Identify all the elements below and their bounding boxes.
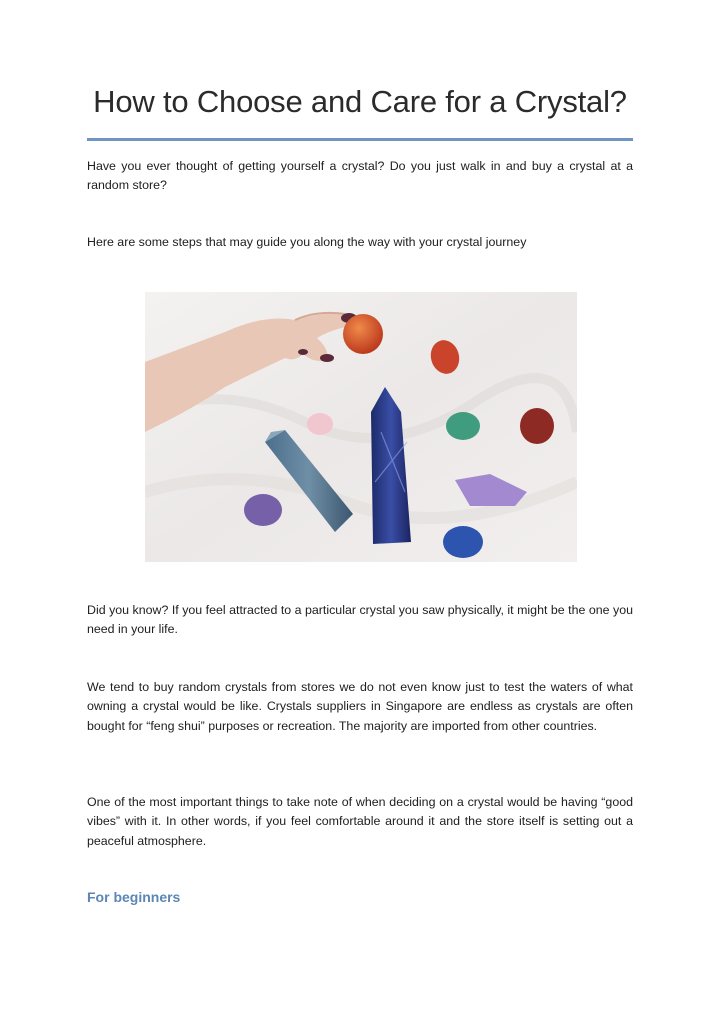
good-vibes-paragraph: One of the most important things to take note of when deciding on a crystal would be having “good vibes” with it. In other words, if you feel comfortable around it and the store itself is setting out a peaceful atmosphere. <box>87 795 633 848</box>
did-you-know-paragraph: Did you know? If you feel attracted to a particular crystal you saw physically, it might be the one you need in your life. <box>87 603 633 637</box>
steps-intro-paragraph: Here are some steps that may guide you along the way with your crystal journey <box>87 235 527 249</box>
section-heading-beginners: For beginners <box>87 889 181 905</box>
title-underline <box>87 138 633 141</box>
crystals-illustration <box>145 292 577 562</box>
random-crystals-paragraph: We tend to buy random crystals from stores we do not even know just to test the waters of what owning a crystal would be like. Crystals suppliers in Singapore are endless as crystals are often bought for “feng shui” purposes or recreation. The majority are imported from other countries. <box>87 680 633 733</box>
crystals-photo <box>145 292 577 562</box>
page-title: How to Choose and Care for a Crystal? <box>93 84 627 119</box>
intro-paragraph: Have you ever thought of getting yourself a crystal? Do you just walk in and buy a crystal at a random store? <box>87 159 633 193</box>
